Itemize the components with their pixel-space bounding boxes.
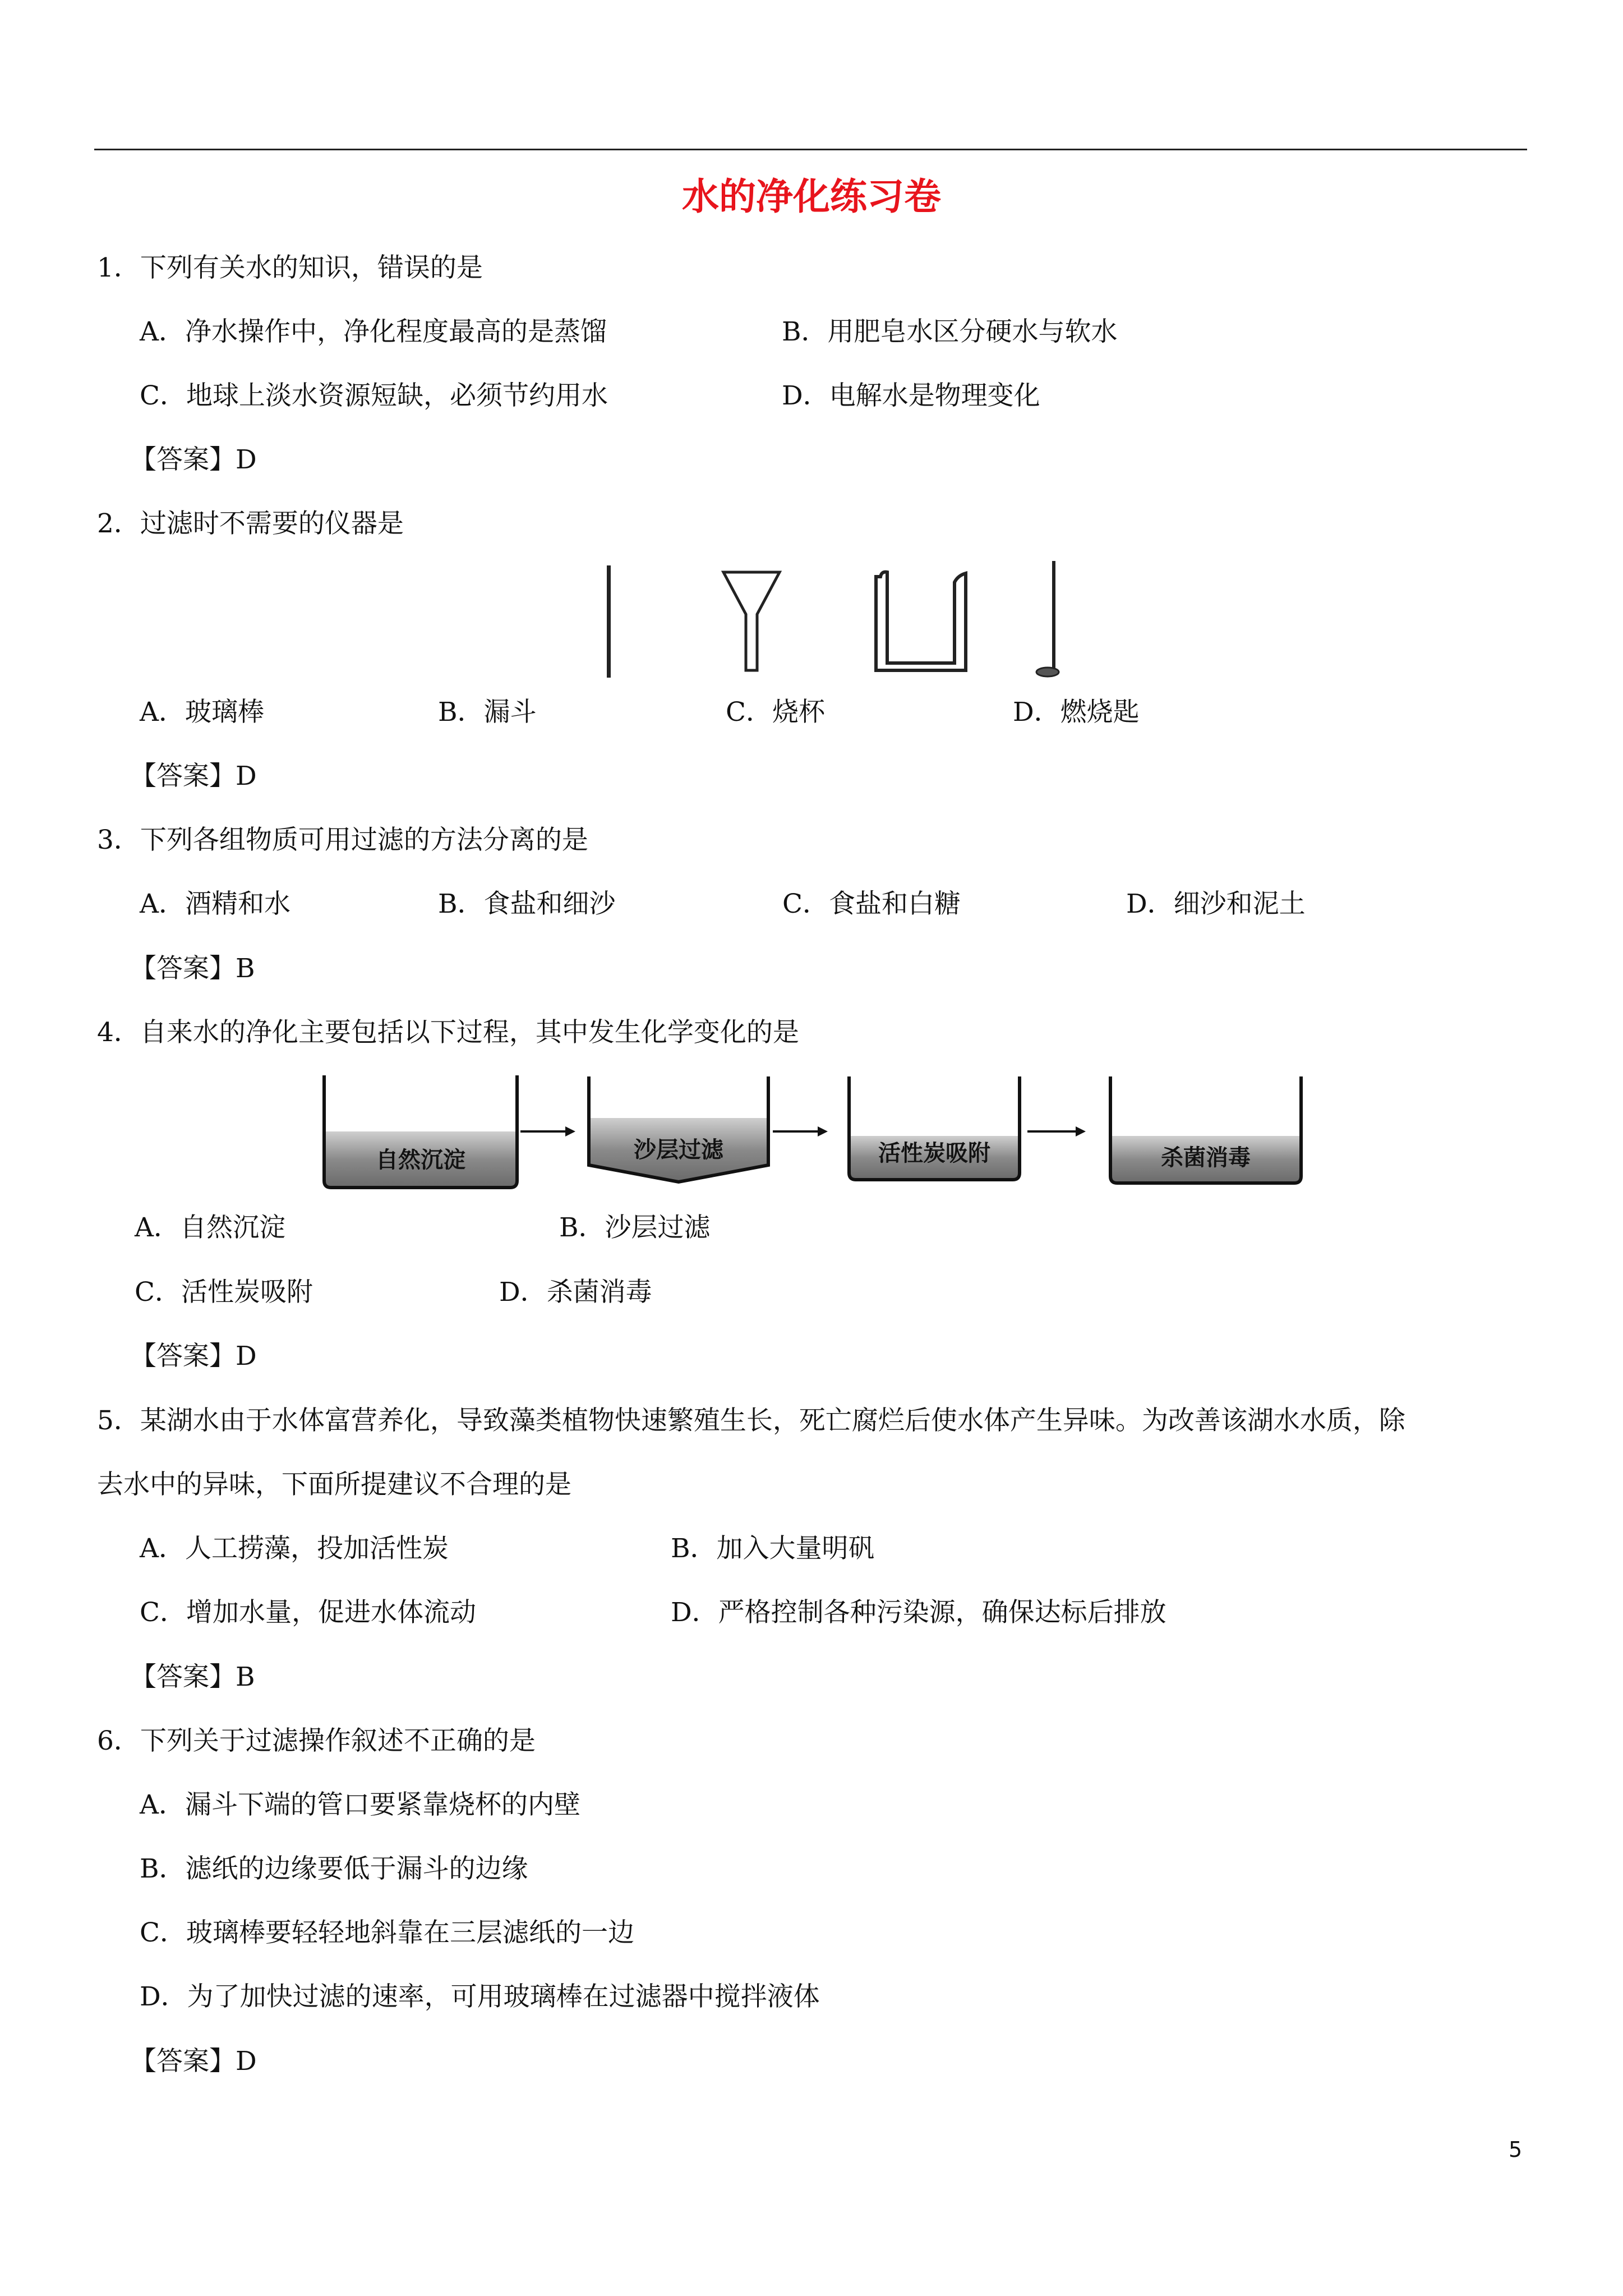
q6-option-d: D．为了加快过滤的速率，可用玻璃棒在过滤器中搅拌液体	[140, 1981, 820, 2012]
tank-label-3: 活性炭吸附	[878, 1140, 990, 1166]
q2-option-b: B．漏斗	[438, 697, 537, 728]
q5-option-b: B．加入大量明矾	[671, 1533, 875, 1564]
page-title: 水的净化练习卷	[682, 174, 941, 218]
page-number: 5	[1509, 2137, 1523, 2162]
q2-answer: 【答案】D	[130, 761, 257, 792]
q1-answer: 【答案】D	[130, 444, 257, 475]
q3-option-b: B．食盐和细沙	[438, 889, 616, 919]
q3-answer: 【答案】B	[130, 953, 255, 984]
q3-option-c: C．食盐和白糖	[782, 889, 961, 919]
glass-rod-icon	[607, 565, 611, 678]
q4-option-d: D．杀菌消毒	[499, 1277, 652, 1308]
q5-stem-line2: 去水中的异味，下面所提建议不合理的是	[97, 1469, 571, 1500]
funnel-icon	[723, 572, 780, 670]
q5-option-c: C．增加水量，促进水体流动	[140, 1597, 476, 1628]
tank-activated-carbon	[849, 1076, 1020, 1180]
q5-answer: 【答案】B	[130, 1662, 255, 1692]
q5-stem-line1: 5．某湖水由于水体富营养化，导致藻类植物快速繁殖生长，死亡腐烂后使水体产生异味。为改善该湖水水质，除	[97, 1405, 1405, 1436]
q1-option-b: B．用肥皂水区分硬水与软水	[782, 316, 1118, 347]
q6-answer: 【答案】D	[130, 2046, 257, 2077]
q1-option-a: A．净水操作中，净化程度最高的是蒸馏	[140, 316, 607, 347]
q3-option-a: A．酒精和水	[140, 889, 291, 919]
q2-option-a: A．玻璃棒	[140, 697, 264, 728]
water-purification-process-figure	[320, 1069, 1312, 1195]
arrow-icon	[1027, 1126, 1086, 1137]
q6-option-a: A．漏斗下端的管口要紧靠烧杯的内壁	[140, 1789, 580, 1820]
lab-instruments-figure	[594, 555, 1077, 687]
q4-answer: 【答案】D	[130, 1341, 257, 1372]
q3-stem: 3．下列各组物质可用过滤的方法分离的是	[97, 825, 588, 855]
q1-stem: 1．下列有关水的知识，错误的是	[97, 252, 483, 283]
tank-label-4: 杀菌消毒	[1161, 1145, 1251, 1171]
q6-option-b: B．滤纸的边缘要低于漏斗的边缘	[140, 1853, 528, 1884]
tank-label-1: 自然沉淀	[376, 1147, 465, 1173]
q4-option-c: C．活性炭吸附	[135, 1277, 313, 1308]
combustion-spoon-icon	[1036, 561, 1059, 677]
q5-option-a: A．人工捞藻，投加活性炭	[140, 1533, 449, 1564]
tank-sand-filtration	[589, 1076, 768, 1182]
q5-option-d: D．严格控制各种污染源，确保达标后排放	[671, 1597, 1166, 1628]
arrow-icon	[520, 1126, 575, 1137]
q1-option-c: C．地球上淡水资源短缺，必须节约用水	[140, 380, 608, 411]
tank-natural-sedimentation	[324, 1075, 517, 1188]
q3-option-d: D．细沙和泥土	[1126, 889, 1306, 919]
q6-option-c: C．玻璃棒要轻轻地斜靠在三层滤纸的一边	[140, 1917, 634, 1948]
q6-stem: 6．下列关于过滤操作叙述不正确的是	[97, 1726, 536, 1756]
q4-option-a: A．自然沉淀	[135, 1212, 285, 1243]
q2-option-d: D．燃烧匙	[1013, 697, 1140, 728]
q2-stem: 2．过滤时不需要的仪器是	[97, 508, 404, 539]
q4-option-b: B．沙层过滤	[559, 1212, 711, 1243]
beaker-icon	[876, 572, 966, 670]
arrow-icon	[773, 1126, 828, 1137]
q2-option-c: C．烧杯	[726, 697, 825, 728]
tank-label-2: 沙层过滤	[634, 1137, 723, 1163]
q4-stem: 4．自来水的净化主要包括以下过程，其中发生化学变化的是	[97, 1017, 799, 1048]
q1-option-d: D．电解水是物理变化	[782, 380, 1040, 411]
header-rule	[94, 149, 1527, 150]
tank-disinfection	[1110, 1076, 1301, 1183]
